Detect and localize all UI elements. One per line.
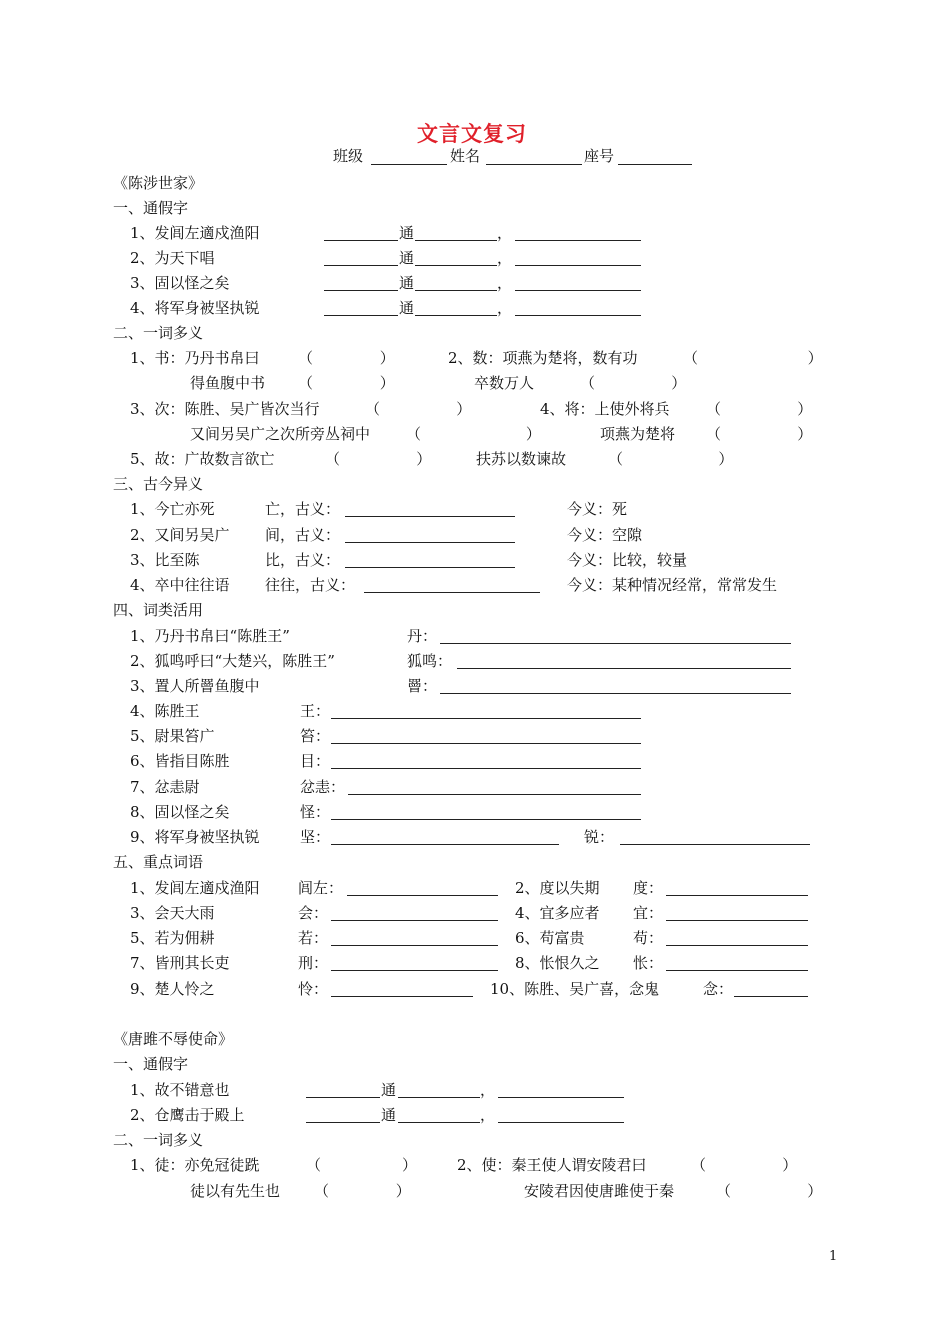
name-label: 姓名 bbox=[450, 147, 481, 165]
huoyong-sentence: 4、陈胜王 bbox=[130, 702, 200, 720]
heading-yiciduoyi: 二、一词多义 bbox=[113, 324, 204, 342]
tong-label: 通 bbox=[399, 299, 415, 317]
gujin-modern: 今义：某种情况经常，常常发生 bbox=[567, 576, 778, 594]
polysemy-item: 扶苏以数谏故 bbox=[476, 450, 567, 468]
tongjia-item-4: 4、将军身被坚执锐 bbox=[130, 299, 260, 317]
tongjia-item-1: 1、发闾左適戍渔阳 bbox=[130, 224, 260, 242]
heading-cileihuoyong: 四、词类活用 bbox=[113, 601, 204, 619]
answer-blank[interactable] bbox=[345, 567, 515, 568]
polysemy-item: 2、使：秦王使人谓安陵君曰 bbox=[457, 1156, 647, 1174]
tongjia-item-1: 1、故不错意也 bbox=[130, 1081, 230, 1099]
answer-blank[interactable] bbox=[515, 290, 641, 291]
answer-blank[interactable] bbox=[734, 996, 808, 997]
gujin-modern: 今义：比较，较量 bbox=[567, 551, 688, 569]
answer-paren[interactable]: （ ） bbox=[406, 425, 541, 443]
answer-paren[interactable]: （ ） bbox=[716, 1182, 823, 1200]
gujin-word: 间，古义： bbox=[265, 526, 341, 544]
seat-label: 座号 bbox=[584, 147, 615, 165]
answer-paren[interactable]: （ ） bbox=[325, 450, 432, 468]
heading-gujinyiyi: 三、古今异义 bbox=[113, 475, 204, 493]
keyword-word: 宜： bbox=[633, 904, 664, 922]
answer-blank[interactable] bbox=[331, 718, 641, 719]
polysemy-item: 安陵君因使唐雎使于秦 bbox=[524, 1182, 675, 1200]
heading-yiciduoyi: 二、一词多义 bbox=[113, 1131, 204, 1149]
heading-tongjiazi: 一、通假字 bbox=[113, 1055, 189, 1073]
answer-blank[interactable] bbox=[398, 1122, 480, 1123]
answer-blank[interactable] bbox=[324, 240, 398, 241]
answer-blank[interactable] bbox=[440, 643, 791, 644]
huoyong-sentence: 9、将军身被坚执锐 bbox=[130, 828, 260, 846]
answer-blank[interactable] bbox=[498, 1097, 624, 1098]
answer-blank[interactable] bbox=[324, 290, 398, 291]
keyword-sentence: 3、会天大雨 bbox=[130, 904, 215, 922]
huoyong-word: 目： bbox=[300, 752, 331, 770]
book-title-chenshe: 《陈涉世家》 bbox=[113, 174, 204, 192]
answer-paren[interactable]: （ ） bbox=[314, 1182, 411, 1200]
heading-tongjiazi: 一、通假字 bbox=[113, 199, 189, 217]
keyword-sentence: 5、若为佣耕 bbox=[130, 929, 215, 947]
huoyong-sentence: 5、尉果笞广 bbox=[130, 727, 215, 745]
comma: ， bbox=[497, 249, 513, 267]
gujin-word: 比，古义： bbox=[265, 551, 341, 569]
answer-paren[interactable]: （ ） bbox=[298, 374, 395, 392]
tongjia-item-3: 3、固以怪之矣 bbox=[130, 274, 230, 292]
answer-blank[interactable] bbox=[364, 592, 540, 593]
comma: ， bbox=[497, 274, 513, 292]
huoyong-sentence: 6、皆指目陈胜 bbox=[130, 752, 230, 770]
comma: ， bbox=[480, 1081, 496, 1099]
keyword-word: 苟： bbox=[633, 929, 664, 947]
answer-blank[interactable] bbox=[331, 743, 641, 744]
polysemy-item: 2、数：项燕为楚将，数有功 bbox=[448, 349, 638, 367]
answer-blank[interactable] bbox=[415, 315, 497, 316]
huoyong-sentence: 2、狐鸣呼曰“大楚兴，陈胜王” bbox=[130, 652, 335, 670]
answer-blank[interactable] bbox=[331, 819, 641, 820]
answer-paren[interactable]: （ ） bbox=[298, 349, 395, 367]
answer-blank[interactable] bbox=[515, 315, 641, 316]
keyword-sentence: 4、宜多应者 bbox=[515, 904, 600, 922]
tongjia-item-2: 2、为天下唱 bbox=[130, 249, 215, 267]
polysemy-item: 又间另吴广之次所旁丛祠中 bbox=[190, 425, 371, 443]
gujin-sentence: 2、又间另吴广 bbox=[130, 526, 230, 544]
huoyong-word: 怪： bbox=[300, 803, 331, 821]
gujin-word: 亡，古义： bbox=[265, 500, 341, 518]
gujin-sentence: 4、卒中往往语 bbox=[130, 576, 230, 594]
huoyong-word: 狐鸣： bbox=[407, 652, 453, 670]
name-field[interactable] bbox=[486, 164, 582, 165]
comma: ， bbox=[497, 299, 513, 317]
keyword-word: 度： bbox=[633, 879, 664, 897]
gujin-modern: 今义：空隙 bbox=[567, 526, 643, 544]
answer-blank[interactable] bbox=[515, 265, 641, 266]
answer-blank[interactable] bbox=[666, 945, 808, 946]
answer-blank[interactable] bbox=[457, 668, 791, 669]
huoyong-sentence: 8、固以怪之矣 bbox=[130, 803, 230, 821]
polysemy-item: 1、徒：亦免冠徒跣 bbox=[130, 1156, 260, 1174]
huoyong-word: 笞： bbox=[300, 727, 331, 745]
tongjia-item-2: 2、仓鹰击于殿上 bbox=[130, 1106, 245, 1124]
answer-blank[interactable] bbox=[331, 970, 498, 971]
keyword-word: 刑： bbox=[298, 954, 329, 972]
keyword-word: 会： bbox=[298, 904, 329, 922]
tong-label: 通 bbox=[399, 274, 415, 292]
answer-blank[interactable] bbox=[331, 996, 473, 997]
answer-paren[interactable]: （ ） bbox=[691, 1156, 798, 1174]
page-number: 1 bbox=[829, 1249, 838, 1264]
page-title: 文言文复习 bbox=[417, 122, 527, 146]
huoyong-word: 罾： bbox=[407, 677, 438, 695]
answer-paren[interactable]: （ ） bbox=[365, 400, 472, 418]
keyword-word: 闾左： bbox=[298, 879, 344, 897]
answer-paren[interactable]: （ ） bbox=[306, 1156, 418, 1174]
tong-label: 通 bbox=[399, 224, 415, 242]
tong-label: 通 bbox=[399, 249, 415, 267]
huoyong-sentence: 3、置人所罾鱼腹中 bbox=[130, 677, 260, 695]
answer-blank[interactable] bbox=[440, 693, 791, 694]
heading-zhongdianciyu: 五、重点词语 bbox=[113, 853, 204, 871]
huoyong-word: 王： bbox=[300, 702, 331, 720]
answer-blank[interactable] bbox=[620, 844, 810, 845]
gujin-sentence: 1、今亡亦死 bbox=[130, 500, 215, 518]
answer-blank[interactable] bbox=[331, 768, 641, 769]
answer-paren[interactable]: （ ） bbox=[683, 349, 823, 367]
answer-blank[interactable] bbox=[666, 970, 808, 971]
polysemy-item: 卒数万人 bbox=[474, 374, 535, 392]
keyword-sentence: 6、苟富贵 bbox=[515, 929, 585, 947]
comma: ， bbox=[497, 224, 513, 242]
keyword-sentence: 7、皆刑其长吏 bbox=[130, 954, 230, 972]
gujin-modern: 今义：死 bbox=[567, 500, 628, 518]
keyword-sentence: 8、怅恨久之 bbox=[515, 954, 600, 972]
answer-paren[interactable]: （ ） bbox=[706, 425, 813, 443]
answer-blank[interactable] bbox=[331, 920, 498, 921]
answer-blank[interactable] bbox=[666, 895, 808, 896]
seat-field[interactable] bbox=[618, 164, 692, 165]
answer-blank[interactable] bbox=[331, 844, 559, 845]
huoyong-word: 坚： bbox=[300, 828, 331, 846]
answer-blank[interactable] bbox=[324, 315, 398, 316]
answer-blank[interactable] bbox=[348, 794, 641, 795]
keyword-word: 念： bbox=[703, 980, 734, 998]
polysemy-item: 项燕为楚将 bbox=[600, 425, 676, 443]
answer-blank[interactable] bbox=[498, 1122, 624, 1123]
answer-paren[interactable]: （ ） bbox=[706, 400, 813, 418]
answer-blank[interactable] bbox=[666, 920, 808, 921]
answer-blank[interactable] bbox=[306, 1122, 380, 1123]
answer-blank[interactable] bbox=[415, 290, 497, 291]
book-title-tangju: 《唐雎不辱使命》 bbox=[113, 1030, 234, 1048]
answer-paren[interactable]: （ ） bbox=[580, 374, 687, 392]
answer-blank[interactable] bbox=[345, 516, 515, 517]
gujin-word: 往往，古义： bbox=[265, 576, 356, 594]
keyword-sentence: 9、楚人怜之 bbox=[130, 980, 215, 998]
comma: ， bbox=[480, 1106, 496, 1124]
keyword-sentence: 10、陈胜、吴广喜，念鬼 bbox=[490, 980, 660, 998]
polysemy-item: 得鱼腹中书 bbox=[190, 374, 266, 392]
answer-blank[interactable] bbox=[347, 895, 498, 896]
class-label: 班级 bbox=[333, 147, 364, 165]
huoyong-word: 丹： bbox=[407, 627, 438, 645]
answer-blank[interactable] bbox=[415, 240, 497, 241]
gujin-sentence: 3、比至陈 bbox=[130, 551, 200, 569]
answer-blank[interactable] bbox=[415, 265, 497, 266]
polysemy-item: 1、书：乃丹书帛曰 bbox=[130, 349, 260, 367]
keyword-word: 怜： bbox=[298, 980, 329, 998]
answer-blank[interactable] bbox=[398, 1097, 480, 1098]
answer-paren[interactable]: （ ） bbox=[608, 450, 734, 468]
huoyong-word: 锐： bbox=[584, 828, 615, 846]
keyword-word: 怅： bbox=[633, 954, 664, 972]
class-field[interactable] bbox=[371, 164, 447, 165]
polysemy-item: 4、将：上使外将兵 bbox=[540, 400, 670, 418]
keyword-sentence: 1、发闾左適戍渔阳 bbox=[130, 879, 260, 897]
polysemy-item: 5、故：广故数言欲亡 bbox=[130, 450, 275, 468]
huoyong-sentence: 7、忿恚尉 bbox=[130, 778, 200, 796]
answer-blank[interactable] bbox=[331, 945, 498, 946]
huoyong-sentence: 1、乃丹书帛曰“陈胜王” bbox=[130, 627, 290, 645]
keyword-word: 若： bbox=[298, 929, 329, 947]
tong-label: 通 bbox=[381, 1106, 397, 1124]
polysemy-item: 3、次：陈胜、吴广皆次当行 bbox=[130, 400, 320, 418]
answer-blank[interactable] bbox=[515, 240, 641, 241]
keyword-sentence: 2、度以失期 bbox=[515, 879, 600, 897]
answer-blank[interactable] bbox=[345, 542, 515, 543]
polysemy-item: 徒以有先生也 bbox=[190, 1182, 281, 1200]
tong-label: 通 bbox=[381, 1081, 397, 1099]
answer-blank[interactable] bbox=[306, 1097, 380, 1098]
huoyong-word: 忿恚： bbox=[300, 778, 346, 796]
answer-blank[interactable] bbox=[324, 265, 398, 266]
